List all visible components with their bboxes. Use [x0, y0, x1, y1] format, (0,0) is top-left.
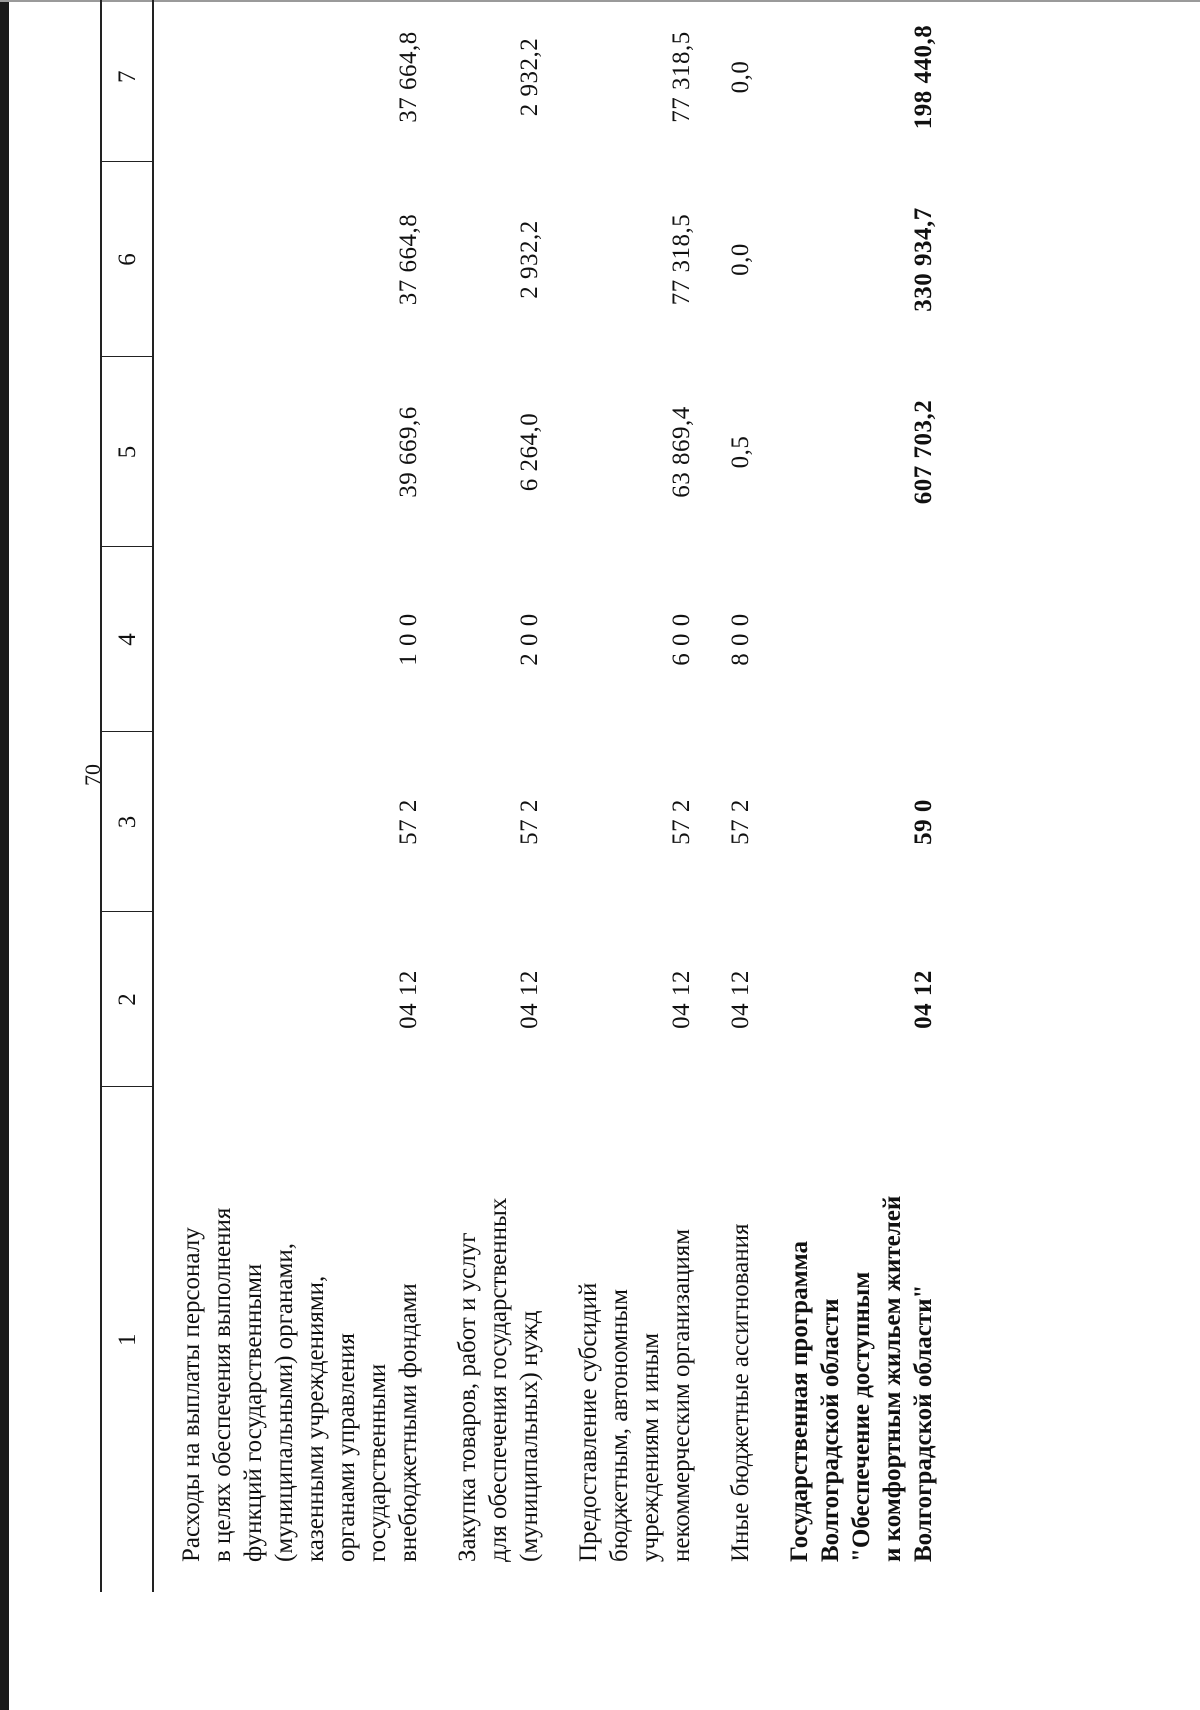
cell-c4: 2 0 0 — [516, 613, 543, 666]
page-number: 70 — [80, 764, 105, 786]
cell-c6: 330 934,7 — [910, 207, 937, 312]
cell-c3: 57 2 — [516, 799, 543, 845]
row-spacer — [697, 0, 725, 1592]
spacer-cell — [697, 0, 725, 1592]
cell-c7: 2 932,2 — [516, 37, 543, 117]
cell-c4: 1 0 0 — [395, 613, 422, 666]
cell-c5: 607 703,2 — [910, 399, 937, 505]
row-name-cell — [153, 1087, 424, 1592]
spacer-cell — [756, 0, 784, 1592]
cell-c2: 04 12 — [668, 970, 695, 1029]
column-header: 3 — [101, 732, 153, 912]
row-spacer — [756, 0, 784, 1592]
column-header: 5 — [101, 357, 153, 547]
cell-c3: 57 2 — [727, 799, 754, 845]
cell-c5: 63 869,4 — [668, 406, 695, 498]
table-row — [452, 0, 545, 1592]
cell-c2: 04 12 — [910, 970, 937, 1029]
cell-c6: 2 932,2 — [516, 220, 543, 299]
cell-c7: 0,0 — [727, 60, 754, 94]
row-name-cell — [784, 1087, 939, 1592]
row-name-line: Волгоградской области" — [910, 1284, 937, 1562]
table-row — [153, 0, 424, 1592]
row-name-line: функций государственными — [240, 1263, 267, 1562]
cell-c5: 0,5 — [727, 435, 754, 469]
cell-c6: 77 318,5 — [668, 213, 695, 306]
row-name-line: (муниципальными) органами, — [271, 1243, 298, 1562]
cell-c7: 37 664,8 — [395, 31, 422, 123]
row-name-line: казенными учреждениями, — [302, 1275, 329, 1562]
row-name-cell — [452, 1087, 545, 1592]
row-name-line: для обеспечения государственных — [485, 1197, 512, 1562]
cell-c7: 198 440,8 — [910, 24, 937, 130]
cell-c5: 39 669,6 — [395, 406, 422, 498]
cell-c3: 57 2 — [668, 799, 695, 845]
spacer-cell — [424, 0, 452, 1592]
row-name-line: Иные бюджетные ассигнования — [727, 1223, 754, 1562]
row-name-line: внебюджетными фондами — [395, 1283, 422, 1562]
cell-c2: 04 12 — [395, 970, 422, 1029]
budget-table — [100, 0, 939, 1592]
row-spacer — [424, 0, 452, 1592]
column-header: 7 — [101, 0, 153, 162]
cell-c3: 57 2 — [395, 799, 422, 845]
row-name-line: Закупка товаров, работ и услуг — [454, 1232, 481, 1562]
row-name-line: Предоставление субсидий — [575, 1282, 602, 1562]
cell-c3: 59 0 — [910, 799, 937, 845]
table-row — [725, 0, 756, 1592]
row-name-line: Государственная программа — [786, 1241, 813, 1562]
column-header: 6 — [101, 162, 153, 357]
row-spacer — [545, 0, 573, 1592]
row-name-line: Волгоградской области — [817, 1298, 844, 1562]
row-name-line: и комфортным жильем жителей — [879, 1195, 906, 1562]
table-body — [153, 0, 939, 1592]
row-name-line: бюджетным, автономным — [606, 1289, 633, 1562]
table-header — [101, 0, 153, 1592]
spacer-cell — [545, 0, 573, 1592]
row-name-cell — [573, 1087, 697, 1592]
cell-c7: 77 318,5 — [668, 31, 695, 123]
table-row — [573, 0, 697, 1592]
table-row — [784, 0, 939, 1592]
column-header: 4 — [101, 547, 153, 732]
row-name-cell — [725, 1087, 756, 1592]
row-name-line: "Обеспечение доступным — [848, 1271, 875, 1562]
row-name-line: (муниципальных) нужд — [516, 1310, 543, 1562]
cell-c2: 04 12 — [516, 970, 543, 1029]
column-header: 2 — [101, 912, 153, 1087]
cell-c4: 6 0 0 — [668, 613, 695, 666]
row-name-line: учреждениям и иным — [637, 1332, 664, 1562]
cell-c4: 8 0 0 — [727, 613, 754, 666]
row-name-line: некоммерческим организациям — [668, 1228, 695, 1562]
row-name-line: Расходы на выплаты персоналу — [178, 1227, 205, 1562]
row-name-line: в целях обеспечения выполнения — [209, 1207, 236, 1562]
cell-c2: 04 12 — [727, 970, 754, 1029]
column-header: 1 — [101, 1087, 153, 1592]
cell-c5: 6 264,0 — [516, 412, 543, 492]
row-name-line: государственными — [364, 1363, 391, 1562]
row-name-line: органами управления — [333, 1332, 360, 1562]
cell-c6: 37 664,8 — [395, 213, 422, 306]
cell-c4 — [784, 547, 939, 732]
cell-c6: 0,0 — [727, 243, 754, 276]
